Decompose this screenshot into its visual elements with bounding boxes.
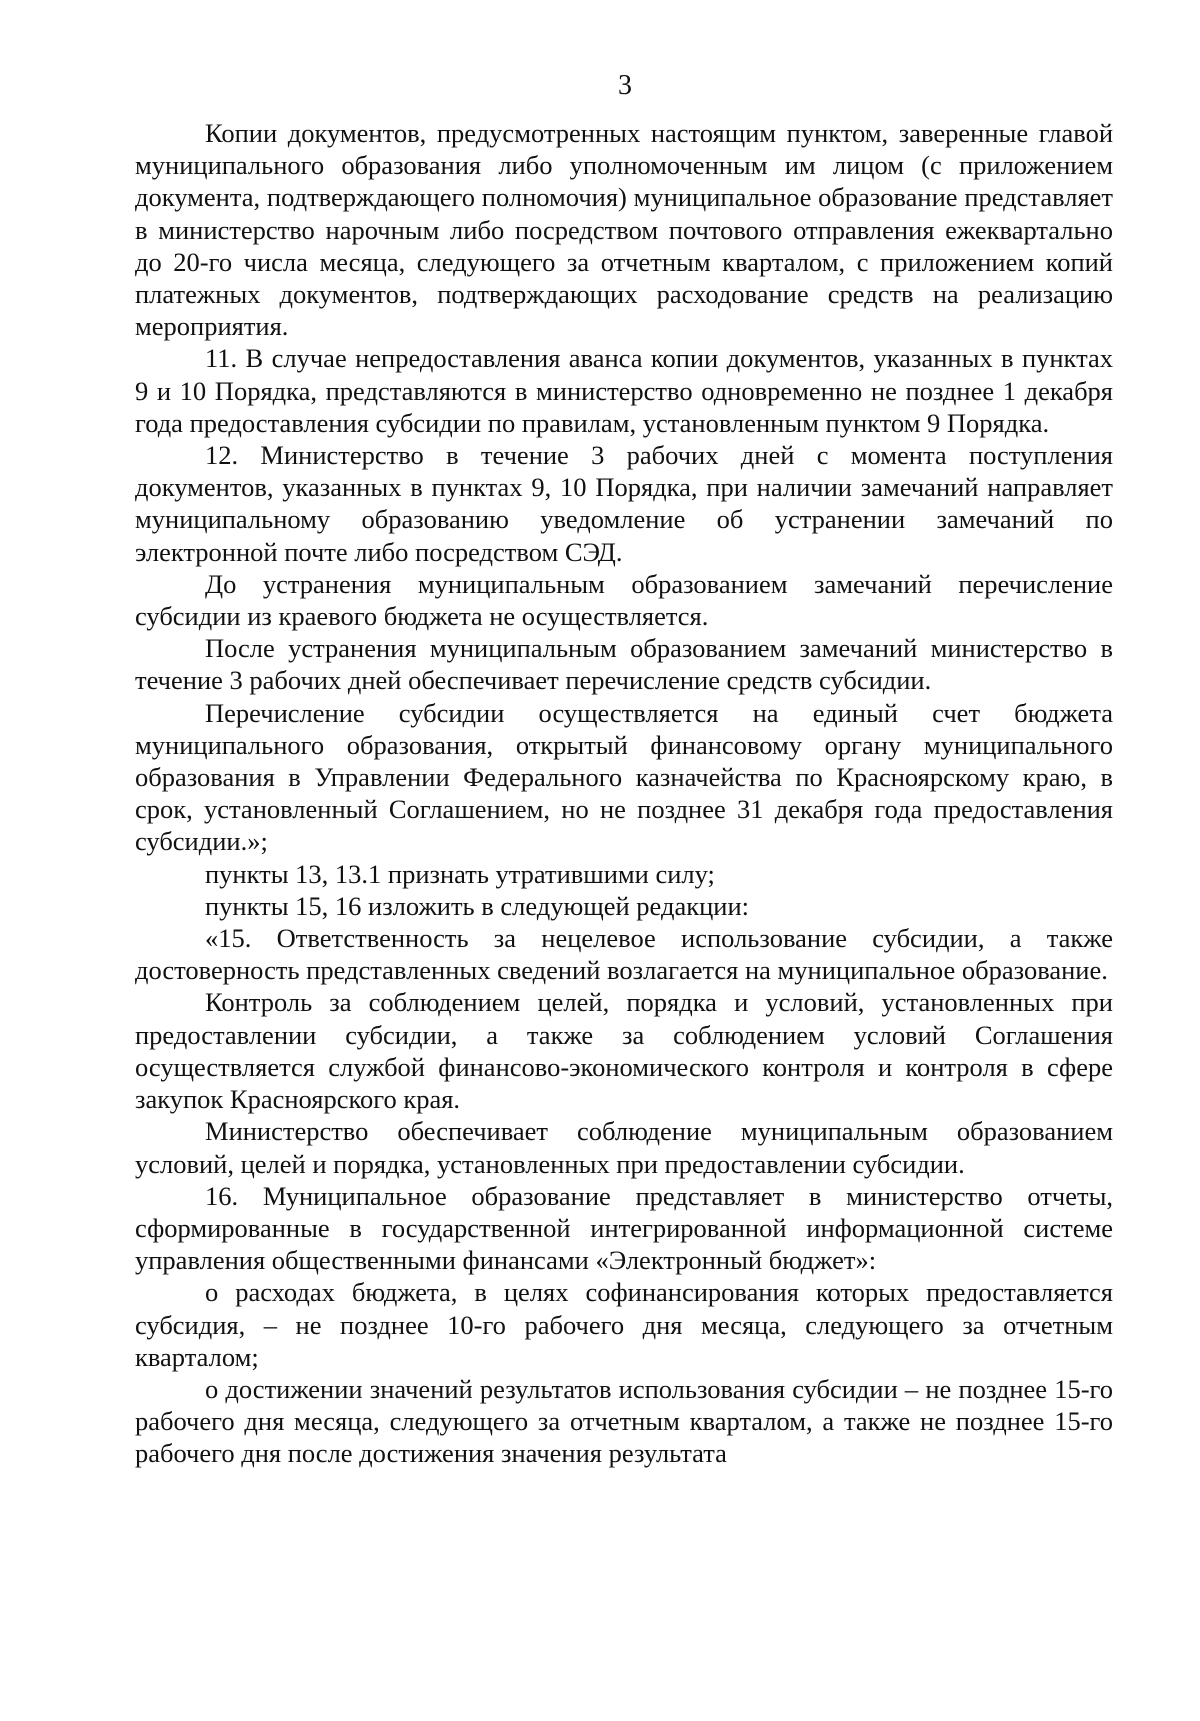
paragraph-results-report: о достижении значений результатов использования субсидии – не позднее 15-го рабочего дня месяца, следующего за отчетным кварталом, а также не позднее 15-го рабочего дня после достижения значения результата bbox=[135, 1373, 1113, 1469]
paragraph-after-remarks-fixed: После устранения муниципальным образованием замечаний министерство в течение 3 рабочих дней обеспечивает перечисление средств субсидии. bbox=[135, 633, 1113, 696]
paragraph-items-13-repealed: пункты 13, 13.1 признать утратившими силу; bbox=[205, 858, 715, 889]
page-number: 3 bbox=[618, 70, 632, 101]
paragraph-item-15: «15. Ответственность за нецелевое использование субсидии, а также достоверность представленных сведений возлагается на муниципальное образование. bbox=[135, 923, 1113, 986]
paragraph-item-12: 12. Министерство в течение 3 рабочих дней с момента поступления документов, указанных в пунктах 9, 10 Порядка, при наличии замечаний направляет муниципальному образованию уведомление об устранении замечаний по электронной почте либо посредством СЭД. bbox=[135, 440, 1113, 567]
paragraph-items-15-16-new-edition: пункты 15, 16 изложить в следующей редакции: bbox=[205, 890, 750, 921]
paragraph-expenses-report: о расходах бюджета, в целях софинансирования которых предоставляется субсидия, – не позднее 10-го рабочего дня месяца, следующего за отчетным кварталом; bbox=[135, 1277, 1113, 1372]
paragraph-ministry-ensures: Министерство обеспечивает соблюдение муниципальным образованием условий, целей и порядка, установленных при предоставлении субсидии. bbox=[135, 1116, 1113, 1179]
paragraph-item-16: 16. Муниципальное образование представляет в министерство отчеты, сформированные в государственной интегрированной информационной системе управления общественными финансами «Электронный бюджет»: bbox=[135, 1180, 1113, 1276]
paragraph-control: Контроль за соблюдением целей, порядка и условий, установленных при предоставлении субсидии, а также за соблюдением условий Соглашения осуществляется службой финансово-экономического контроля и контроля в сфере закупок Красноярского края. bbox=[135, 987, 1113, 1115]
paragraph-copies-of-documents: Копии документов, предусмотренных настоящим пунктом, заверенные главой муниципального образования либо уполномоченным им лицом (с приложением документа, подтверждающего полномочия) муниципальное образование представляет в министерство нарочным либо посредством почтового отправления ежеквартально до 20-го числа месяца, следующего за отчетным кварталом, с приложением копий платежных документов, подтверждающих расходование средств на реализацию мероприятия. bbox=[135, 118, 1113, 342]
paragraph-subsidy-transfer: Перечисление субсидии осуществляется на единый счет бюджета муниципального образования, открытый финансовому органу муниципального образования в Управлении Федерального казначейства по Красноярскому краю, в срок, установленный Соглашением, но не позднее 31 декабря года предоставления субсидии.»; bbox=[135, 697, 1113, 857]
paragraph-until-remarks-fixed: До устранения муниципальным образованием замечаний перечисление субсидии из краевого бюджета не осуществляется. bbox=[135, 568, 1113, 632]
document-body bbox=[135, 117, 1113, 1470]
paragraph-item-11: 11. В случае непредоставления аванса копии документов, указанных в пунктах 9 и 10 Порядка, представляются в министерство одновременно не позднее 1 декабря года предоставления субсидии по правилам, установленным пунктом 9 Порядка. bbox=[135, 343, 1113, 438]
